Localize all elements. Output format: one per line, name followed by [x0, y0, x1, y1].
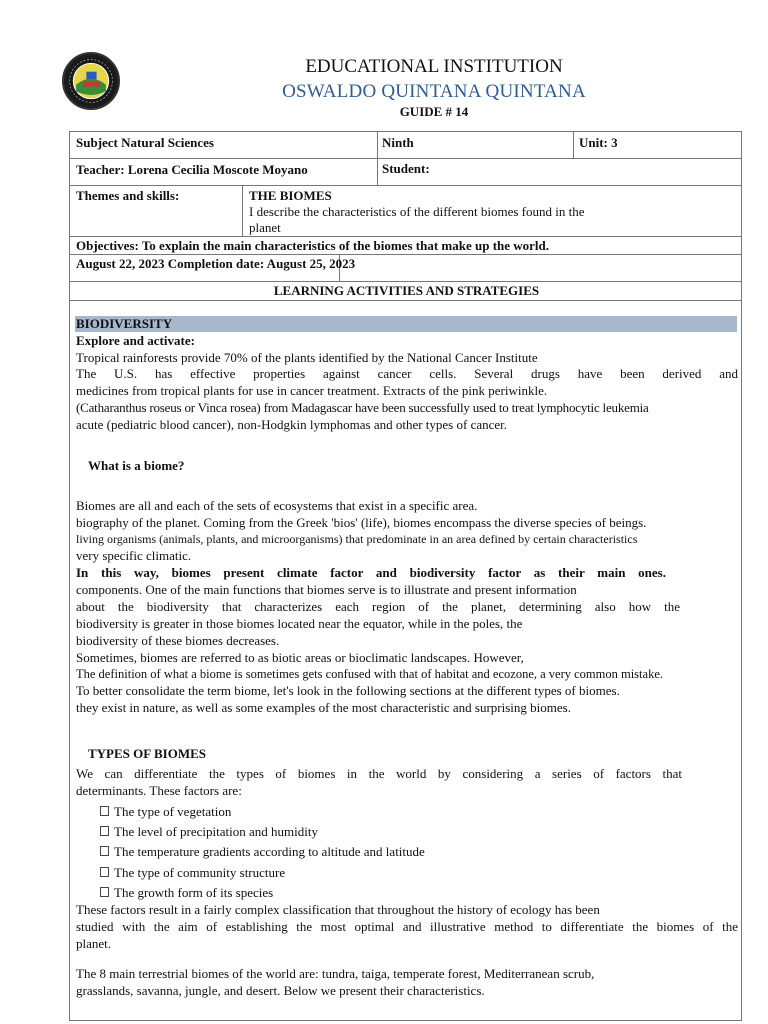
paragraph-line: These factors result in a fairly complex classification that throughout the history of ecology has been [76, 902, 600, 917]
paragraph-line: The 8 main terrestrial biomes of the world are: tundra, taiga, temperate forest, Mediterranean scrub, [76, 966, 595, 981]
bullet-box-icon [100, 887, 109, 897]
paragraph-line: medicines from tropical plants for use in cancer treatment. Extracts of the pink periwinkle. [76, 383, 548, 398]
guide-number: GUIDE # 14 [399, 104, 469, 119]
paragraph-line: components. One of the main functions that biomes serve is to illustrate and present information [76, 582, 577, 597]
what-is-biome-heading: What is a biome? [88, 458, 185, 473]
paragraph-line: determinants. These factors are: [76, 783, 242, 798]
activities-heading: LEARNING ACTIVITIES AND STRATEGIES [273, 283, 540, 298]
biodiversity-heading: BIODIVERSITY [76, 316, 173, 331]
grade-label: Ninth [382, 135, 414, 150]
paragraph-line: biography of the planet. Coming from the Greek 'bios' (life), biomes encompass the diverse species of beings. [76, 515, 647, 530]
paragraph-line: very specific climatic. [76, 548, 192, 563]
objectives: Objectives: To explain the main characteristics of the biomes that make up the world. [76, 238, 550, 253]
paragraph-line: biodiversity is greater in those biomes located near the equator, while in the poles, the [76, 616, 523, 631]
theme-description: I describe the characteristics of the different biomes found in the [249, 204, 585, 219]
paragraph-line: acute (pediatric blood cancer), non-Hodgkin lymphomas and other types of cancer. [76, 417, 508, 432]
paragraph-line: studied with the aim of establishing the most optimal and illustrative method to differentiate the biomes of the [76, 919, 738, 934]
paragraph-line: grasslands, savanna, jungle, and desert. Below we present their characteristics. [76, 983, 485, 998]
paragraph-line: The U.S. has effective properties against cancer cells. Several drugs have been derived and [76, 366, 738, 381]
theme-title: THE BIOMES [249, 188, 332, 203]
subject-label: Subject Natural Sciences [76, 135, 214, 150]
types-heading: TYPES OF BIOMES [88, 746, 206, 761]
teacher-label: Teacher: Lorena Cecilia Moscote Moyano [76, 162, 308, 177]
bullet-box-icon [100, 846, 109, 856]
paragraph-line: Biomes are all and each of the sets of ecosystems that exist in a specific area. [76, 498, 478, 513]
explore-heading: Explore and activate: [76, 333, 195, 348]
biodiversity-bar [75, 316, 737, 332]
paragraph-line: living organisms (animals, plants, and microorganisms) that predominate in an area defined by certain characteristics [76, 532, 638, 546]
themes-label: Themes and skills: [76, 188, 180, 203]
school-name: OSWALDO QUINTANA QUINTANA [282, 81, 586, 102]
bold-statement: In this way, biomes present climate factor and biodiversity factor as their main ones. [76, 565, 666, 580]
paragraph-line: The definition of what a biome is sometimes gets confused with that of habitat and ecozone, a very common mistake. [76, 667, 663, 681]
bullet-box-icon [100, 867, 109, 877]
factor-item: The type of vegetation [100, 804, 231, 820]
factor-item: The temperature gradients according to altitude and latitude [100, 844, 425, 860]
unit-label: Unit: 3 [579, 135, 618, 150]
factor-item: The level of precipitation and humidity [100, 824, 318, 840]
paragraph-line: they exist in nature, as well as some examples of the most characteristic and surprising biomes. [76, 700, 571, 715]
paragraph-line: We can differentiate the types of biomes in the world by considering a series of factors that [76, 766, 682, 781]
factor-item: The type of community structure [100, 865, 285, 881]
paragraph-line: (Catharanthus roseus or Vinca rosea) from Madagascar have been successfully used to treat lymphocytic leukemia [76, 400, 649, 415]
theme-description-cont: planet [249, 220, 281, 235]
guide-frame [69, 131, 742, 1021]
paragraph-line: planet. [76, 936, 112, 951]
paragraph-line: To better consolidate the term biome, let's look in the following sections at the different types of biomes. [76, 683, 620, 698]
bullet-box-icon [100, 826, 109, 836]
paragraph-line: Tropical rainforests provide 70% of the plants identified by the National Cancer Institute [76, 350, 538, 365]
paragraph-line: biodiversity of these biomes decreases. [76, 633, 280, 648]
student-label: Student: [382, 161, 430, 176]
factor-item: The growth form of its species [100, 885, 273, 901]
bullet-box-icon [100, 806, 109, 816]
dates: August 22, 2023 Completion date: August 25, 2023 [76, 256, 356, 271]
paragraph-line: Sometimes, biomes are referred to as biotic areas or bioclimatic landscapes. However, [76, 650, 524, 665]
paragraph-line: about the biodiversity that characterizes each region of the planet, determining also how the [76, 599, 680, 614]
institution-heading: EDUCATIONAL INSTITUTION [305, 56, 563, 77]
